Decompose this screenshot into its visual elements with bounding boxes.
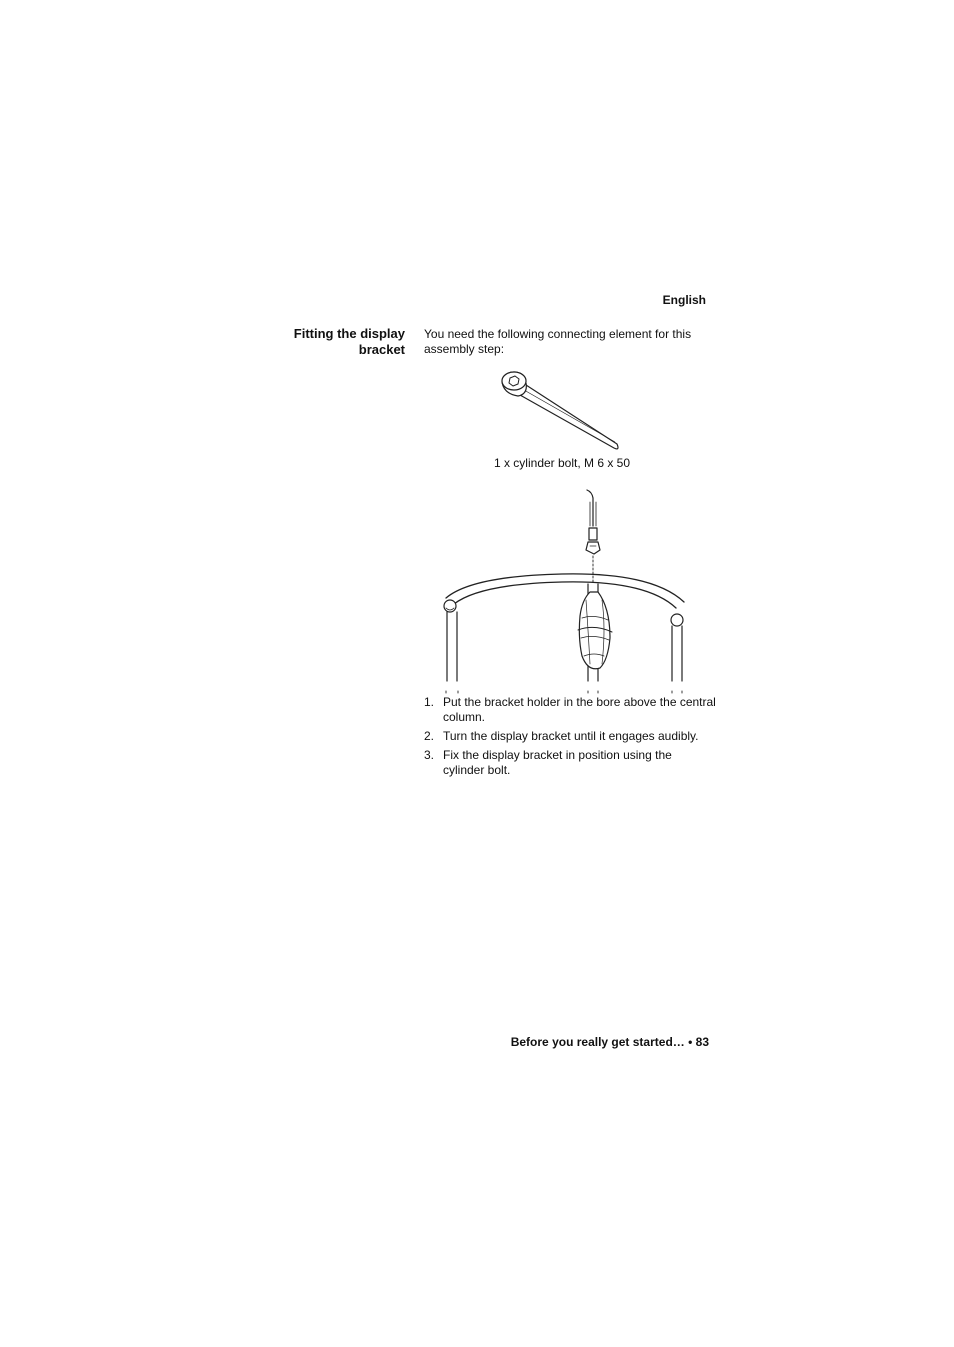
step-item (424, 695, 716, 725)
step-item (424, 729, 716, 744)
step-text: Put the bracket holder in the bore above the central column. (443, 695, 716, 724)
bolt-caption-text: 1 x cylinder bolt, M 6 x 50 (493, 456, 631, 470)
language-label: English (662, 293, 706, 307)
step-number: 2. (424, 729, 435, 743)
step-item (424, 748, 716, 778)
step-text: Turn the display bracket until it engages audibly. (443, 729, 699, 743)
section-title-line-2: bracket (358, 342, 405, 357)
section-title (250, 326, 405, 358)
step-number: 1. (424, 695, 435, 709)
intro-text: You need the following connecting element for this assembly step: (424, 327, 692, 356)
section-title-line-1: Fitting the display (293, 326, 405, 341)
display-bracket-assembly-illustration (432, 488, 702, 694)
page-footer: Before you really get started… • 83 (510, 1035, 709, 1049)
step-text: Fix the display bracket in position using the cylinder bolt. (443, 748, 672, 777)
bolt-caption (424, 456, 714, 471)
assembly-steps-list (424, 695, 716, 782)
cylinder-bolt-illustration (498, 368, 628, 454)
step-number: 3. (424, 748, 435, 762)
